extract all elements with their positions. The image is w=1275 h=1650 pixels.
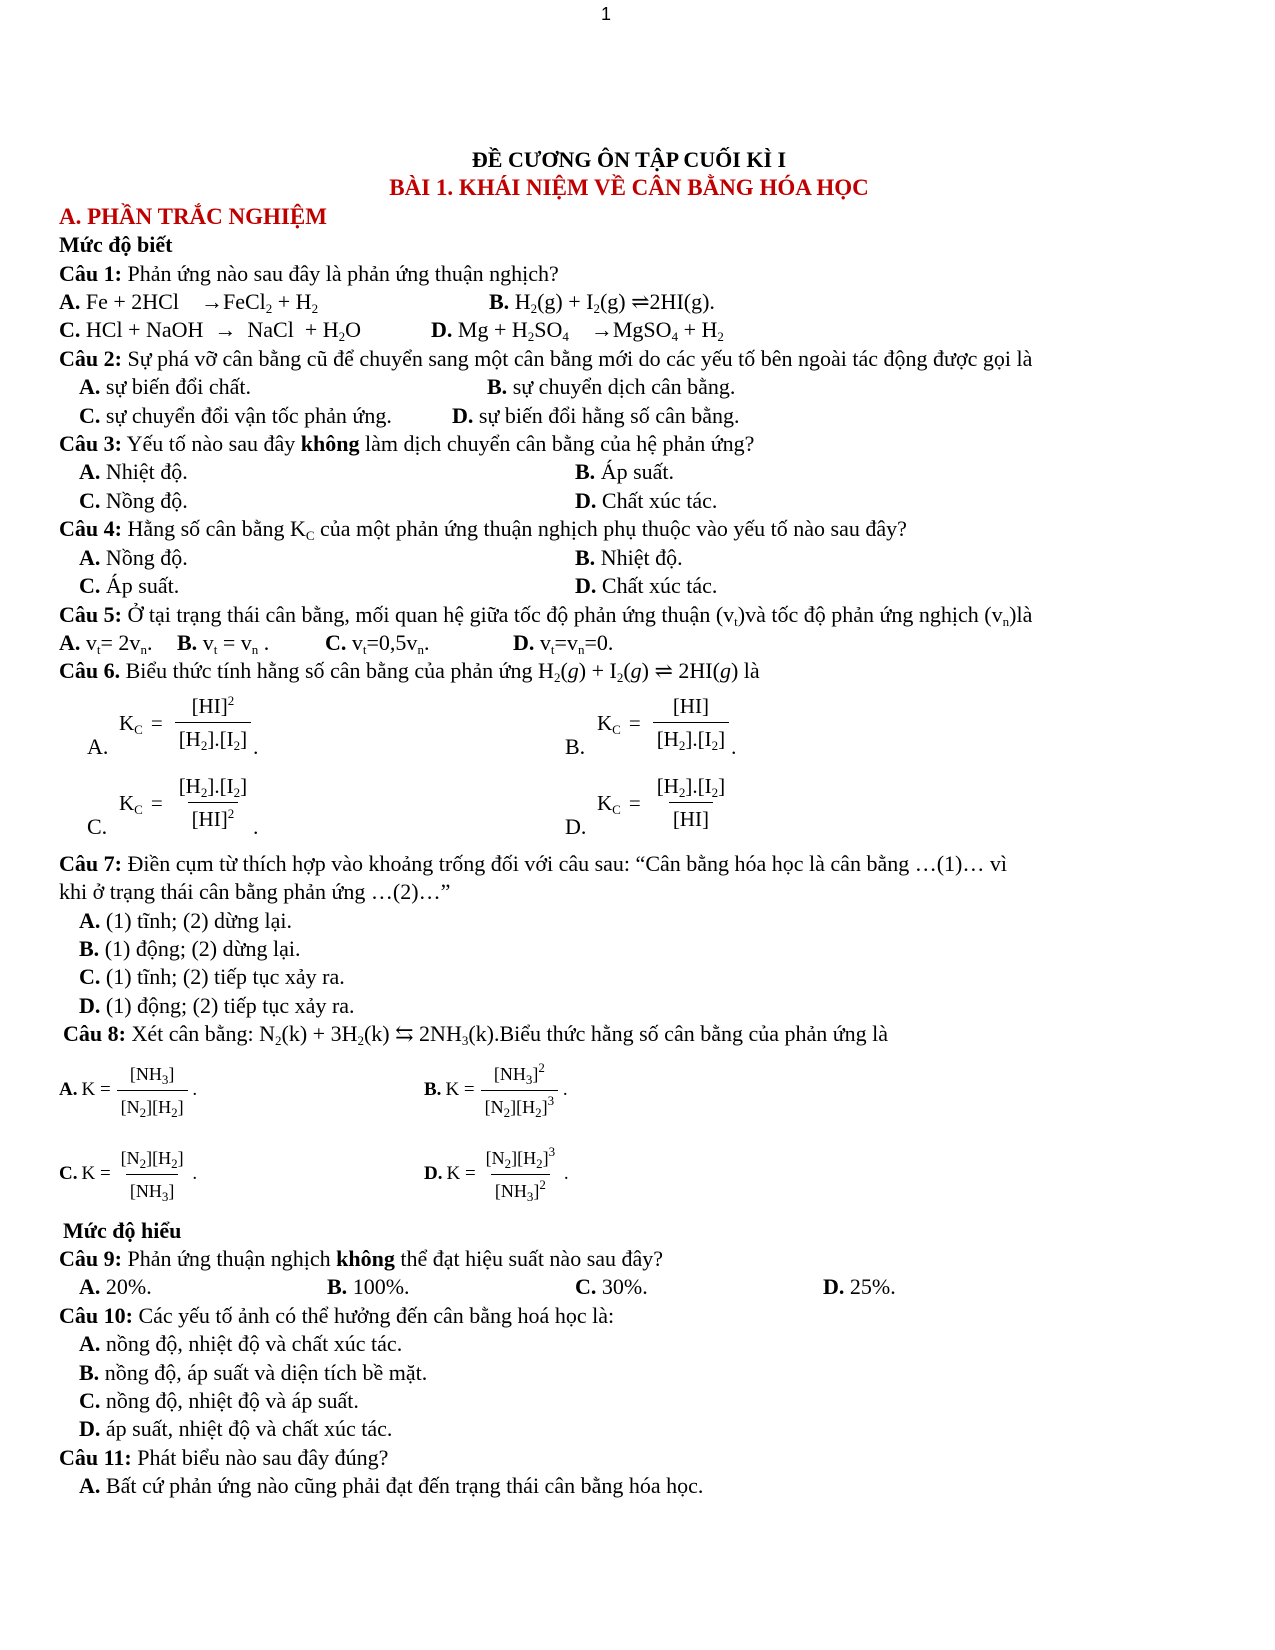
q8-option-b: B. K = $\frac{[NH_3]^2}{[N_2][H_2]^3}$ . <box>424 1059 568 1121</box>
section-heading: A. PHẦN TRẮC NGHIỆM <box>59 203 327 229</box>
question-1: Câu 1: Phản ứng nào sau đây là phản ứng thuận nghịch? <box>59 260 559 286</box>
q4-option-a: A. Nồng độ. <box>79 544 188 570</box>
kc-formula: $K_C$ = $\frac{[H_2].[I_2]}{[HI]^2}$ . <box>119 773 259 840</box>
q9-option-d: D. 25%. <box>823 1274 896 1300</box>
q3-options-row-1 <box>59 458 1219 486</box>
option-letter: A. <box>87 734 109 760</box>
q2-options-row-1 <box>59 373 1219 401</box>
question-11: Câu 11: Phát biểu nào sau đây đúng? <box>59 1444 389 1470</box>
question-3: Câu 3: Yếu tố nào sau đây không làm dịch chuyển cân bằng của hệ phản ứng? <box>59 431 755 457</box>
q7-option-c: C. (1) tĩnh; (2) tiếp tục xảy ra. <box>79 964 345 990</box>
q7-option-b: B. (1) động; (2) dừng lại. <box>79 935 301 961</box>
q7-option-d: D. (1) động; (2) tiếp tục xảy ra. <box>79 992 355 1018</box>
q9-option-b: B. 100%. <box>327 1274 410 1300</box>
q7-option-a: A. (1) tĩnh; (2) dừng lại. <box>79 907 292 933</box>
question-2: Câu 2: Sự phá vỡ cân bằng cũ để chuyển sang một cân bằng mới do các yếu tố bên ngoài tác động được gọi là <box>59 345 1033 371</box>
q2-options-row-2 <box>59 402 1219 430</box>
q5-option-b: B. $v_t = v_n$ . <box>177 629 270 657</box>
lesson-title: BÀI 1. KHÁI NIỆM VỀ CÂN BẰNG HÓA HỌC <box>389 175 869 201</box>
question-5: Câu 5: Ở tại trạng thái cân bằng, mối quan hệ giữa tốc độ phản ứng thuận $(v_t)và$ tốc độ phản ứng nghịch $(v_n)là$ <box>59 601 1033 629</box>
q6-options-row-2 <box>59 766 1219 846</box>
q1-options-row-1 <box>59 288 1219 316</box>
q1-option-c: C. HCl + NaOH → NaCl + $H_2O$ <box>59 317 362 345</box>
q3-option-d: D. Chất xúc tác. <box>575 487 718 513</box>
option-letter: C. <box>87 814 108 840</box>
q1-option-a: A. Fe + 2HCl →FeCl$_2$ + $H_2$ <box>59 289 319 317</box>
q8-option-d: D. K = $\frac{[N_2][H_2]^3}{[NH_3]^2}$ . <box>424 1143 569 1205</box>
option-letter: D. <box>565 814 587 840</box>
q3-option-b: B. Áp suất. <box>575 459 675 485</box>
q1-options-row-2 <box>59 316 1219 344</box>
question-4: Câu 4: Hằng số cân bằng $K_C$ của một phản ứng thuận nghịch phụ thuộc vào yếu tố nào sau đây? <box>59 516 907 544</box>
q9-options-row <box>59 1273 1219 1301</box>
q5-option-c: C. $v_t=0,5v_n$. <box>325 629 430 657</box>
document-body <box>59 146 1219 1501</box>
q1-option-b: B. $H_2(g) + I_2(g)$ ⇌2HI(g). <box>489 289 715 317</box>
q10-option-d: D. áp suất, nhiệt độ và chất xúc tác. <box>79 1416 393 1442</box>
q8-option-c: C. K = $\frac{[N_2][H_2]}{[NH_3]}$ . <box>59 1147 198 1205</box>
q6-option-b <box>565 692 1043 766</box>
q1-option-d: D. $Mg + H_2SO_4$ →MgSO$_4$ + $H_2$ <box>431 317 724 345</box>
question-8: Câu 8: Xét cân bằng: $N_2(k) + 3H_2(k)$ ⇆ $2NH_3(k).Biểu$ thức hằng số cân bằng của phản ứng là <box>63 1021 889 1049</box>
question-9: Câu 9: Phản ứng thuận nghịch không thể đạt hiệu suất nào sau đây? <box>59 1245 664 1271</box>
question-7-continued: khi ở trạng thái cân bằng phản ứng …(2)…” <box>59 879 451 905</box>
level-heading-understand: Mức độ hiểu <box>63 1217 182 1243</box>
q4-option-d: D. Chất xúc tác. <box>575 573 718 599</box>
level-heading-know: Mức độ biết <box>59 232 173 258</box>
q10-option-b: B. nồng độ, áp suất và diện tích bề mặt. <box>79 1359 428 1385</box>
kc-formula: $K_C$ = $\frac{[HI]^2}{[H_2].[I_2]}$ . <box>119 692 259 760</box>
document-title: ĐỀ CƯƠNG ÔN TẬP CUỐI KÌ I <box>471 147 787 172</box>
question-6: Câu 6. Biểu thức tính hằng số cân bằng của phản ứng $H_2(g) + I_2(g)$ ⇌ 2HI(g) là <box>59 658 760 686</box>
kc-formula: $K_C$ = $\frac{[HI]}{[H_2].[I_2]}$ . <box>597 693 737 760</box>
q8-options-row-1 <box>59 1049 1219 1133</box>
page-number: 1 <box>600 4 611 24</box>
question-10: Câu 10: Các yếu tố ảnh có thể hưởng đến cân bằng hoá học là: <box>59 1302 615 1328</box>
question-7: Câu 7: Điền cụm từ thích hợp vào khoảng trống đối với câu sau: “Cân bằng hóa học là cân bằng …(1)… vì <box>59 850 1007 876</box>
kc-formula: $K_C$ = $\frac{[H_2].[I_2]}{[HI]}$ <box>597 772 729 834</box>
q10-option-c: C. nồng độ, nhiệt độ và áp suất. <box>79 1388 359 1413</box>
q8-options-row-2 <box>59 1133 1219 1217</box>
q3-option-a: A. Nhiệt độ. <box>79 459 188 485</box>
q9-option-a: A. 20%. <box>79 1274 152 1300</box>
q2-option-d: D. sự biến đổi hằng số cân bằng. <box>452 402 740 428</box>
q5-option-d: D. $v_t=v_n=0$. <box>513 629 614 657</box>
q11-option-a: A. Bất cứ phản ứng nào cũng phải đạt đến trạng thái cân bằng hóa học. <box>79 1473 704 1499</box>
q3-option-c: C. Nồng độ. <box>79 487 188 513</box>
q6-options-row-1 <box>59 686 1219 766</box>
q9-option-c: C. 30%. <box>575 1274 648 1300</box>
q4-options-row-2 <box>59 572 1219 600</box>
q2-option-a: A. sự biến đổi chất. <box>79 374 252 400</box>
q2-option-b: B. sự chuyển dịch cân bằng. <box>487 374 736 400</box>
q5-options-row <box>59 629 1219 657</box>
q6-option-a <box>59 692 565 766</box>
q6-option-d <box>565 772 1043 846</box>
q4-option-c: C. Áp suất. <box>79 573 180 599</box>
q6-option-c <box>59 772 565 846</box>
q10-option-a: A. nồng độ, nhiệt độ và chất xúc tác. <box>79 1331 403 1357</box>
q2-option-c: C. sự chuyển đổi vận tốc phản ứng. <box>79 402 392 428</box>
q4-option-b: B. Nhiệt độ. <box>575 544 683 570</box>
option-letter: B. <box>565 734 586 760</box>
q3-options-row-2 <box>59 487 1219 515</box>
q4-options-row-1 <box>59 544 1219 572</box>
q5-option-a: A. $v_t= 2v_n$. <box>59 629 153 657</box>
q8-option-a: A. K = $\frac{[NH_3]}{[N_2][H_2]}$ . <box>59 1063 198 1121</box>
